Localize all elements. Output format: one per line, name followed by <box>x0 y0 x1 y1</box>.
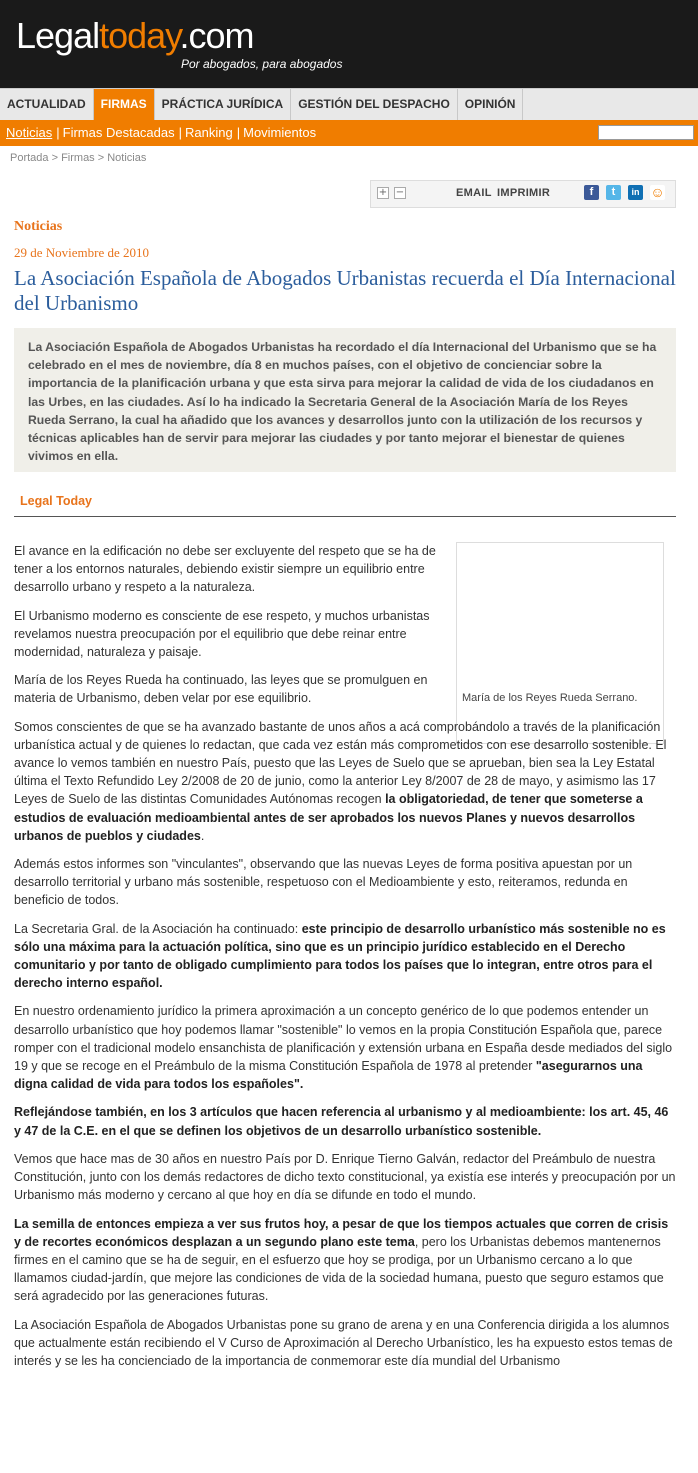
paragraph-7-bold: "asegurarnos una digna calidad de vida para todos los españoles". <box>14 1059 643 1092</box>
main-nav <box>0 88 698 120</box>
paragraph-4 <box>14 718 676 845</box>
article-title: La Asociación Española de Abogados Urbanistas recuerda el Día Internacional del Urbanismo <box>14 266 676 315</box>
paragraph-4-text: Somos conscientes de que se ha avanzado bastante de unos años a acá comprobándolo a través de la planificación urbanística actual y de quienes lo redactan, que cada vez están más comprometidos con ese desarrollo sostenible. El avance lo vemos también en nuestro País, puesto que las Leyes de Suelo que se aprueban, bien sea la Ley Estatal última el Texto Refundido Ley 2/2008 de 20 de junio, como la anterior Ley 8/2007 de 28 de mayo, y asimismo las 17 Leyes de Suelo de las distintas Comunidades Autónomas recogen <box>14 719 667 807</box>
paragraph-6-bold: este principio de desarrollo urbanístico más sostenible no es sólo una máxima para la actuación política, sino que es un principio jurídico establecido en el Derecho comunitario y por tanto de obligado cumplimiento para todos los países que lo integran, entre otros para el derecho interno español. <box>14 921 666 991</box>
subnav-ranking[interactable]: Ranking <box>185 125 233 140</box>
subnav-separator: | <box>56 125 60 140</box>
increase-text-button[interactable]: + <box>378 187 388 198</box>
paragraph-6-text: La Secretaria Gral. de la Asociación ha continuado: <box>14 921 302 936</box>
nav-actualidad[interactable]: ACTUALIDAD <box>0 89 94 120</box>
section-label: Noticias <box>14 219 63 234</box>
paragraph-4-bold: la obligatoriedad, de tener que someterse a estudios de evaluación medioambiental antes de ser aprobados los nuevos Planes y nuevos desarrollos urbanos de pueblos y ciudades <box>14 792 643 843</box>
paragraph-7-text: En nuestro ordenamiento jurídico la primera aproximación a un concepto genérico de lo que podemos entender un desarrollo urbanístico que hoy podemos llamar "sostenible" lo vemos en la propia Constitución Española que, parece romper con el tradicional modelo ensanchista de planificación y extensión urbana en España desde mediados del siglo 19 y que se recoge en el Preámbulo de la misma Constitución Española de 1978 al pretender <box>14 1004 673 1074</box>
subnav-movimientos[interactable]: Movimientos <box>243 125 317 140</box>
article-summary: La Asociación Española de Abogados Urbanistas ha recordado el día Internacional del Urbanismo que se ha celebrado en el mes de noviembre, día 8 en muchos países, con el objetivo de concienciar sobre la importancia de la planificación urbana y que esta sirva para mejorar la calidad de vida de los ciudadanos en las Urbes, en las ciudades. Así lo ha indicado la Secretaria General de la Asociación María de los Reyes Rueda Serrano, la cual ha añadido que los avances y desarrollos junto con la utilización de los recursos y técnicas aplicables han de servir para mejorar las ciudades y por tanto mejorar el bienestar de quienes vivimos en ella. <box>14 328 676 472</box>
paragraph-3: María de los Reyes Rueda ha continuado, las leyes que se promulguen en materia de Urbanismo, deben velar por ese equilibrio. <box>14 673 428 706</box>
divider <box>14 516 676 517</box>
paragraph-11: La Asociación Española de Abogados Urbanistas pone su grano de arena y en una Conferencia dirigida a los alumnos que actualmente están recibiendo el V Curso de Aproximación al Derecho Urbanístico, les ha expuesto estos temas de interés y se les ha concienciado de la importancia de conmemorar este día mundial del Urbanismo <box>14 1317 673 1368</box>
breadcrumb-firmas[interactable]: Firmas <box>61 152 95 164</box>
linkedin-icon[interactable]: in <box>628 185 643 200</box>
article-date: 29 de Noviembre de 2010 <box>14 245 150 260</box>
site-tagline: Por abogados, para abogados <box>181 57 343 71</box>
photo-caption: María de los Reyes Rueda Serrano. <box>462 692 638 704</box>
search-input[interactable] <box>598 125 694 140</box>
site-logo[interactable] <box>16 14 254 58</box>
email-link[interactable]: EMAIL <box>456 187 492 199</box>
paragraph-2: El Urbanismo moderno es consciente de ese respeto, y muchos urbanistas revelamos nuestra preocupación por el equilibrio que debe reinar entre modernidad, naturaleza y paisaje. <box>14 608 430 660</box>
paragraph-10 <box>14 1215 676 1306</box>
subnav-noticias[interactable]: Noticias <box>6 125 53 140</box>
breadcrumb-portada[interactable]: Portada <box>10 152 49 164</box>
breadcrumb <box>10 152 146 164</box>
logo-com: .com <box>179 15 254 56</box>
sub-nav <box>0 120 698 146</box>
article-source: Legal Today <box>20 494 93 508</box>
nav-practica-juridica[interactable]: PRÁCTICA JURÍDICA <box>155 89 292 120</box>
nav-opinion[interactable]: OPINIÓN <box>458 89 524 120</box>
subnav-separator: | <box>236 125 241 140</box>
paragraph-8 <box>14 1103 676 1139</box>
paragraph-8-bold: Reflejándose también, en los 3 artículos que hacen referencia al urbanismo y al medioambiente: los art. 45, 46 y 47 de la C.E. en el que se definen los objetivos de un desarrollo urbanístico sostenible. <box>14 1105 669 1138</box>
subnav-firmas-destacadas[interactable]: Firmas Destacadas <box>62 125 175 140</box>
paragraph-6 <box>14 920 676 993</box>
twitter-icon[interactable]: t <box>606 185 621 200</box>
subnav-separator: | <box>178 125 183 140</box>
breadcrumb-noticias[interactable]: Noticias <box>107 152 147 164</box>
paragraph-1: El avance en la edificación no debe ser excluyente del respeto que se ha de tener a los entornos naturales, debiendo existir siempre un equilibrio entre desarrollo urbano y respeto a la naturaleza. <box>14 544 436 595</box>
paragraph-10-text: , pero los Urbanistas debemos mantenernos firmes en el camino que se ha de seguir, en el esfuerzo que hoy se prodiga, por un Urbanismo cercano a lo que llamamos ciudad-jardín, que mejore las condiciones de vida de la sociedad humana, puesto que seguro estamos que será agradecido por las generaciones futuras. <box>14 1234 664 1304</box>
paragraph-9: Vemos que hace mas de 30 años en nuestro País por D. Enrique Tierno Galván, redactor del Preámbulo de nuestra Constitución, junto con los demás redactores de dicho texto constitucional, ya existía ese interés y preocupación por un Urbanismo más moderno y cercano al que hoy en día se difunde en todo el mundo. <box>14 1151 676 1203</box>
article-tools <box>370 180 676 208</box>
paragraph-4-end: . <box>200 828 205 843</box>
breadcrumb-separator: > <box>48 152 62 164</box>
facebook-icon[interactable]: f <box>584 185 599 200</box>
paragraph-5: Además estos informes son "vinculantes", observando que las nuevas Leyes de forma positiva apuestan por un desarrollo territorial y urbano más sostenible, respetuoso con el Medioambiente y esto, reiteramos, redunda en beneficio de todos. <box>14 857 633 908</box>
rss-icon[interactable]: ☺ <box>650 184 665 200</box>
decrease-text-button[interactable]: − <box>395 187 405 198</box>
nav-gestion-del-despacho[interactable]: GESTIÓN DEL DESPACHO <box>291 89 458 120</box>
logo-legal: Legal <box>16 15 100 56</box>
logo-today: today <box>99 15 180 56</box>
nav-firmas[interactable]: FIRMAS <box>94 89 155 120</box>
print-link[interactable]: IMPRIMIR <box>497 187 551 199</box>
paragraph-7 <box>14 1002 676 1093</box>
article-body <box>14 542 676 1380</box>
paragraph-10-bold: La semilla de entonces empieza a ver sus frutos hoy, a pesar de que los tiempos actuales que corren de crisis y de recortes económicos desplazan a un segundo plano este tema <box>14 1216 669 1249</box>
site-header <box>0 0 698 88</box>
breadcrumb-separator: > <box>94 152 108 164</box>
